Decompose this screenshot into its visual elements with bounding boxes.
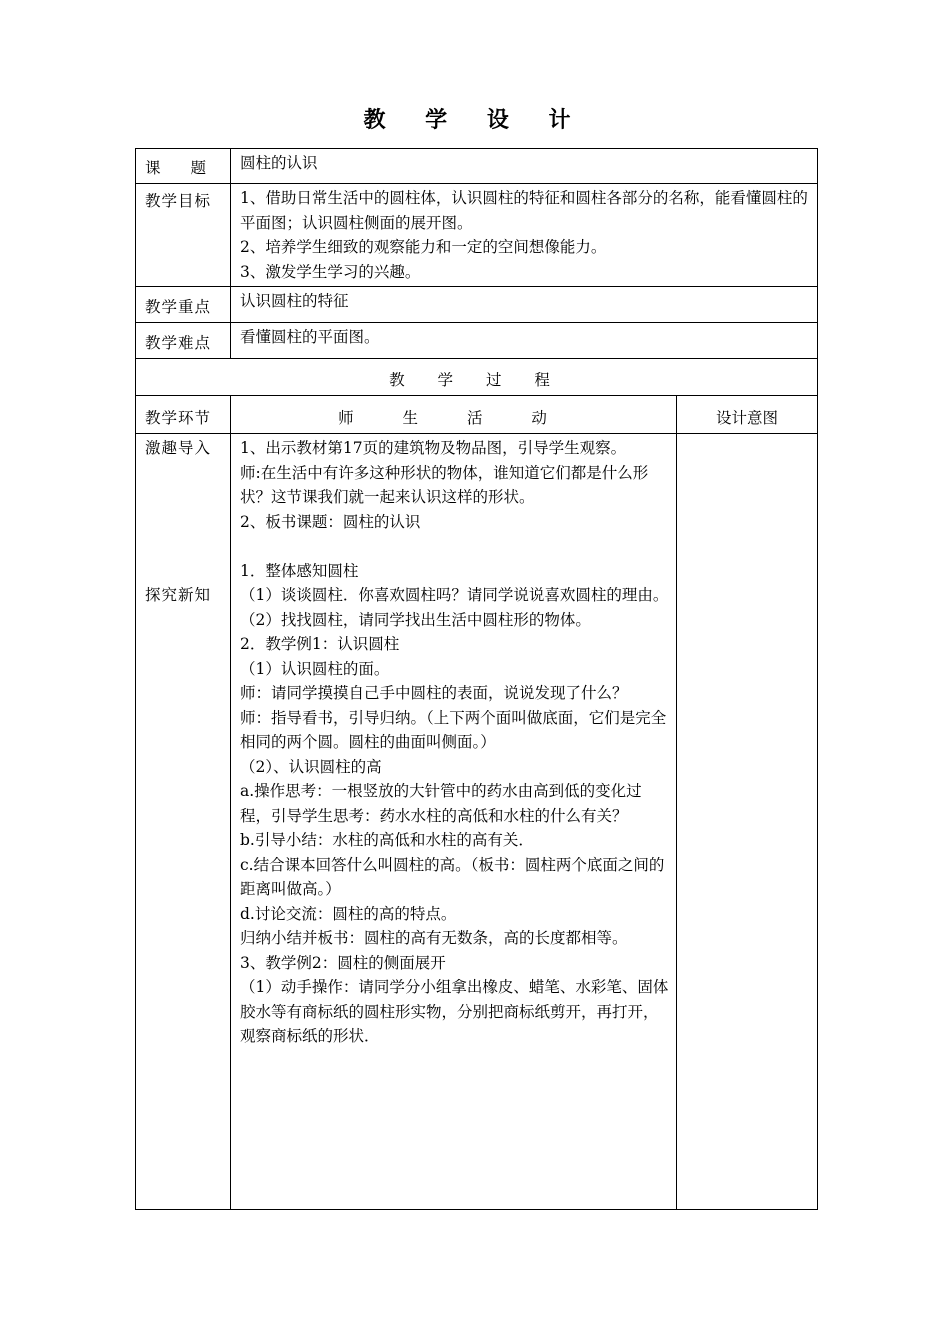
process-header: 教 学 过 程 xyxy=(136,359,818,396)
goals-content xyxy=(231,184,818,287)
key-row xyxy=(136,287,818,323)
key-label: 教学重点 xyxy=(136,287,231,323)
activity-line: d.讨论交流：圆柱的高的特点。 xyxy=(240,904,457,923)
activity-line: 1、出示教材第17页的建筑物及物品图，引导学生观察。 xyxy=(240,439,627,457)
col-activity: 师 生 活 动 xyxy=(231,396,677,434)
activity-line: a.操作思考：一根竖放的大针管中的药水由高到低的变化过程，引导学生思考：药水水柱的高低和水柱的什么有关？ xyxy=(240,782,642,825)
activity-line: （2）找找圆柱，请同学找出生活中圆柱形的物体。 xyxy=(240,610,591,629)
activity-line: （1）动手操作：请同学分小组拿出橡皮、蜡笔、水彩笔、固体胶水等有商标纸的圆柱形实物，分别把商标纸剪开，再打开，观察商标纸的形状． xyxy=(240,978,669,1045)
activity-line: 师：指导看书，引导归纳。（上下两个面叫做底面，它们是完全相同的两个圆。圆柱的曲面叫侧面。） xyxy=(240,708,667,751)
goal-item: 2、培养学生细致的观察能力和一定的空间想像能力。 xyxy=(240,238,607,256)
goals-label: 教学目标 xyxy=(136,184,231,287)
stage-cell xyxy=(136,434,231,1210)
activity-line: 2、板书课题：圆柱的认识 xyxy=(240,512,421,531)
activity-line: c.结合课本回答什么叫圆柱的高。（板书：圆柱两个底面之间的距离叫做高。） xyxy=(240,855,665,898)
col-stage: 教学环节 xyxy=(136,396,231,434)
activity-line: 2．教学例1：认识圆柱 xyxy=(240,635,400,653)
difficulty-row xyxy=(136,323,818,359)
activity-line: （1）谈谈圆柱．你喜欢圆柱吗？请同学说说喜欢圆柱的理由。 xyxy=(240,586,669,604)
goals-row xyxy=(136,184,818,287)
activity-line: （1）认识圆柱的面。 xyxy=(240,659,390,678)
activity-line: （2）、认识圆柱的高 xyxy=(240,757,382,776)
difficulty-label: 教学难点 xyxy=(136,323,231,359)
col-intent: 设计意图 xyxy=(677,396,818,434)
activity-cell xyxy=(231,434,677,1210)
stage-1: 激趣导入 xyxy=(145,439,212,457)
process-columns-row xyxy=(136,396,818,434)
activity-line: 3、教学例2：圆柱的侧面展开 xyxy=(240,953,446,972)
goal-item: 1、借助日常生活中的圆柱体，认识圆柱的特征和圆柱各部分的名称，能看懂圆柱的平面图；认识圆柱侧面的展开图。 xyxy=(240,189,808,232)
key-value: 认识圆柱的特征 xyxy=(231,287,818,323)
intent-cell xyxy=(677,434,818,1210)
blank-line xyxy=(240,534,670,559)
topic-label-a: 课 xyxy=(145,158,162,177)
process-header-row xyxy=(136,359,818,396)
document-title: 教 学 设 计 xyxy=(363,107,587,133)
topic-row xyxy=(136,149,818,184)
lesson-plan-table xyxy=(135,148,818,1210)
activity-line: 归纳小结并板书：圆柱的高有无数条，高的长度都相等。 xyxy=(240,929,628,947)
activity-line: b.引导小结：水柱的高低和水柱的高有关． xyxy=(240,831,534,849)
difficulty-value: 看懂圆柱的平面图。 xyxy=(231,323,818,359)
topic-label-b: 题 xyxy=(190,158,207,177)
activity-line: 师:在生活中有许多这种形状的物体，谁知道它们都是什么形状？这节课我们就一起来认识这样的形状。 xyxy=(240,463,649,506)
goal-item: 3、激发学生学习的兴趣。 xyxy=(240,262,421,281)
process-body-row xyxy=(136,434,818,1210)
activity-line: 1．整体感知圆柱 xyxy=(240,561,359,580)
stage-2: 探究新知 xyxy=(145,585,212,604)
topic-label xyxy=(136,149,231,184)
activity-line: 师：请同学摸摸自己手中圆柱的表面，说说发现了什么？ xyxy=(240,684,628,702)
topic-value: 圆柱的认识 xyxy=(231,149,818,184)
